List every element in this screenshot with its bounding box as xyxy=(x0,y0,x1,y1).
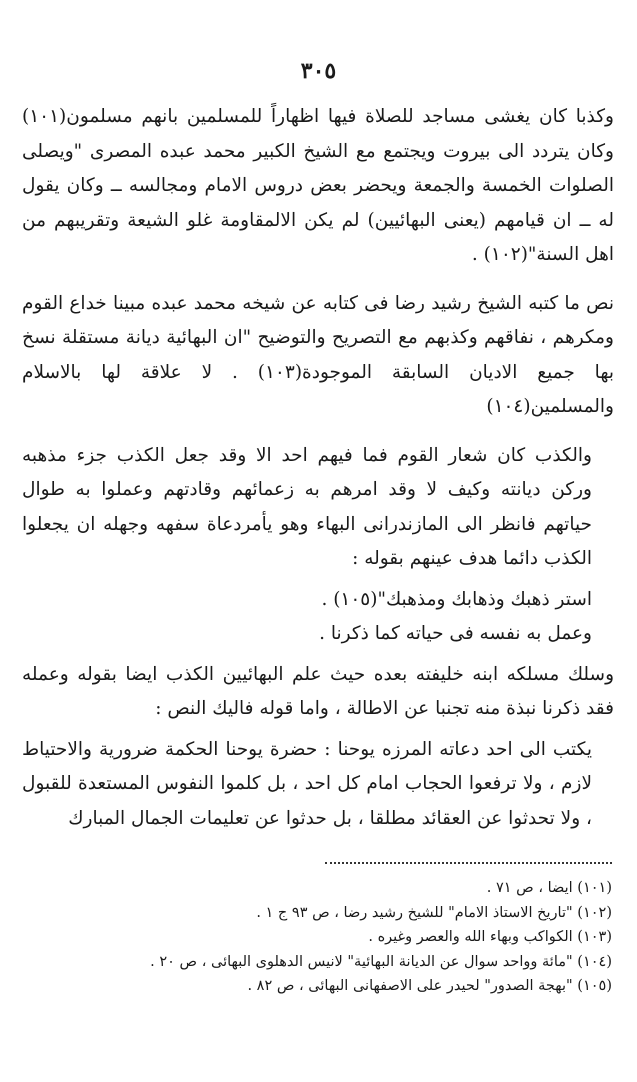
paragraph-2: نص ما كتبه الشيخ رشيد رضا فى كتابه عن شيخه محمد عبده مبينا خداع القوم ومكرهم ، نفاقهم وكذبهم مع التصريح والتوضيح "ان البهائية ديانة مستقلة نسخ بها جميع الاديان السابقة الموجودة(١٠٣) . لا علاقة لها بالاسلام والمسلمين(١٠٤) xyxy=(22,292,614,417)
footnote-101: (١٠١) ايضا ، ص ٧١ . xyxy=(486,880,612,896)
footnote-104: (١٠٤) "مائة وواحد سوال عن الديانة البهائية" لانيس الدهلوى البهائى ، ص ٢٠ . xyxy=(150,953,612,970)
paragraph-5: وسلك مسلكه ابنه خليفته بعده حيث علم البهائيين الكذب ايضا بقوله وعمله فقد ذكرنا نبذة منه تجنبا عن الاطالة ، واما قوله فاليك النص : xyxy=(22,663,614,719)
page-number: ٣٠٥ xyxy=(300,58,337,84)
paragraph-6: يكتب الى احد دعاته المرزه يوحنا : حضرة يوحنا الحكمة ضرورية والاحتياط لازم ، ولا ترفعوا الحجاب امام كل احد ، بل كلموا النفوس المستعدة للقبول ، ولا تحدثوا عن العقائد مطلقا ، بل حدثوا عن تعليمات الجمال المبارك xyxy=(22,738,592,829)
footnote-103: (١٠٣) الكواكب وبهاء الله والعصر وغيره . xyxy=(368,929,612,945)
paragraph-1: وكذبا كان يغشى مساجد للصلاة فيها اظهاراً للمسلمين بانهم مسلمون(١٠١) وكان يتردد الى بيروت ويجتمع مع الشيخ الكبير محمد عبده المصرى "ويصلى الصلوات الخمسة والجمعة ويحضر بعض دروس الامام ومجالسه ــ وكان يقول له ــ ان قيامهم (يعنى البهائيين) لم يكن الالمقاومة غلو الشيعة وتقريبهم من اهل السنة"(١٠٢) . xyxy=(22,106,614,265)
footnote-divider xyxy=(325,862,612,864)
paragraph-4: وعمل به نفسه فى حياته كما ذكرنا . xyxy=(319,623,592,644)
verse-quote: استر ذهبك وذهابك ومذهبك"(١٠٥) . xyxy=(321,588,592,610)
body-text xyxy=(22,100,614,850)
footnote-105: (١٠٥) "بهجة الصدور" لحيدر على الاصفهانى البهائى ، ص ٨٢ . xyxy=(247,978,612,994)
footnotes xyxy=(22,876,612,999)
footnote-102: (١٠٢) "تاريخ الاستاذ الامام" للشيخ رشيد رضا ، ص ٩٣ ج ١ . xyxy=(256,904,612,921)
paragraph-3: والكذب كان شعار القوم فما فيهم احد الا وقد جعل الكذب جزء مذهبه وركن ديانته وكيف لا وقد امرهم به زعمائهم وقادتهم وعملوا به طوال حياتهم فانظر الى المازندرانى البهاء وهو يأمردعاة سفهه وجهله ان يجعلوا الكذب دائما هدف عينهم بقوله : xyxy=(22,444,592,569)
